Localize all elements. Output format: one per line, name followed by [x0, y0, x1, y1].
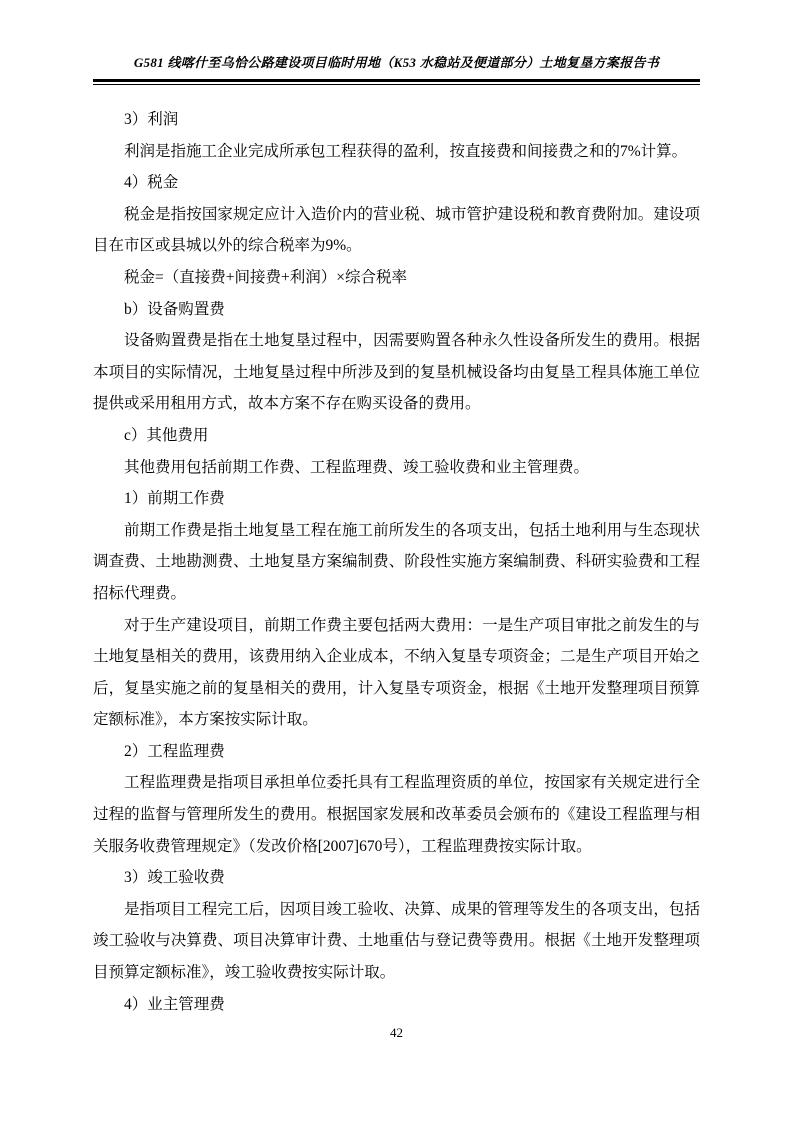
paragraph: 工程监理费是指项目承担单位委托具有工程监理资质的单位，按国家有关规定进行全过程的监督与管理所发生的费用。根据国家发展和改革委员会颁布的《建设工程监理与相关服务收费管理规定》（发改价格[2007]670号），工程监理费按实际计取。 [93, 774, 700, 855]
body-text [93, 104, 700, 1020]
paragraph: 4）业主管理费 [124, 995, 225, 1013]
paragraph: 对于生产建设项目，前期工作费主要包括两大费用：一是生产项目审批之前发生的与土地复垦相关的费用，该费用纳入企业成本，不纳入复垦专项资金；二是生产项目开始之后，复垦实施之前的复垦相关的费用，计入复垦专项资金，根据《土地开发整理项目预算定额标准》，本方案按实际计取。 [93, 616, 700, 729]
paragraph: 2）工程监理费 [124, 742, 225, 760]
running-header-title: G581 线喀什至乌恰公路建设项目临时用地（K53 水稳站及便道部分）土地复垦方案报告书 [133, 55, 660, 70]
header-double-rule [93, 79, 700, 85]
paragraph: 4）税金 [124, 174, 179, 192]
page-number: 42 [390, 1025, 403, 1040]
paragraph: 税金是指按国家规定应计入造价内的营业税、城市管护建设税和教育费附加。建设项目在市区或县城以外的综合税率为9%。 [93, 205, 700, 255]
paragraph: 1）前期工作费 [124, 490, 225, 508]
paragraph: 设备购置费是指在土地复垦过程中，因需要购置各种永久性设备所发生的费用。根据本项目的实际情况，土地复垦过程中所涉及到的复垦机械设备均由复垦工程具体施工单位提供或采用租用方式，故本方案不存在购买设备的费用。 [93, 332, 700, 413]
paragraph: b）设备购置费 [124, 300, 225, 318]
paragraph: c）其他费用 [124, 426, 209, 444]
paragraph: 其他费用包括前期工作费、工程监理费、竣工验收费和业主管理费。 [124, 458, 590, 476]
paragraph: 利润是指施工企业完成所承包工程获得的盈利，按直接费和间接费之和的7%计算。 [124, 142, 688, 160]
paragraph: 前期工作费是指土地复垦工程在施工前所发生的各项支出，包括土地利用与生态现状调查费、土地勘测费、土地复垦方案编制费、阶段性实施方案编制费、科研实验费和工程招标代理费。 [93, 521, 700, 602]
paragraph: 是指项目工程完工后，因项目竣工验收、决算、成果的管理等发生的各项支出，包括竣工验收与决算费、项目决算审计费、土地重估与登记费等费用。根据《土地开发整理项目预算定额标准》，竣工验收费按实际计取。 [93, 900, 700, 982]
paragraph: 税金=（直接费+间接费+利润）×综合税率 [124, 268, 407, 286]
paragraph: 3）利润 [124, 111, 179, 128]
paragraph: 3）竣工验收费 [124, 869, 225, 887]
